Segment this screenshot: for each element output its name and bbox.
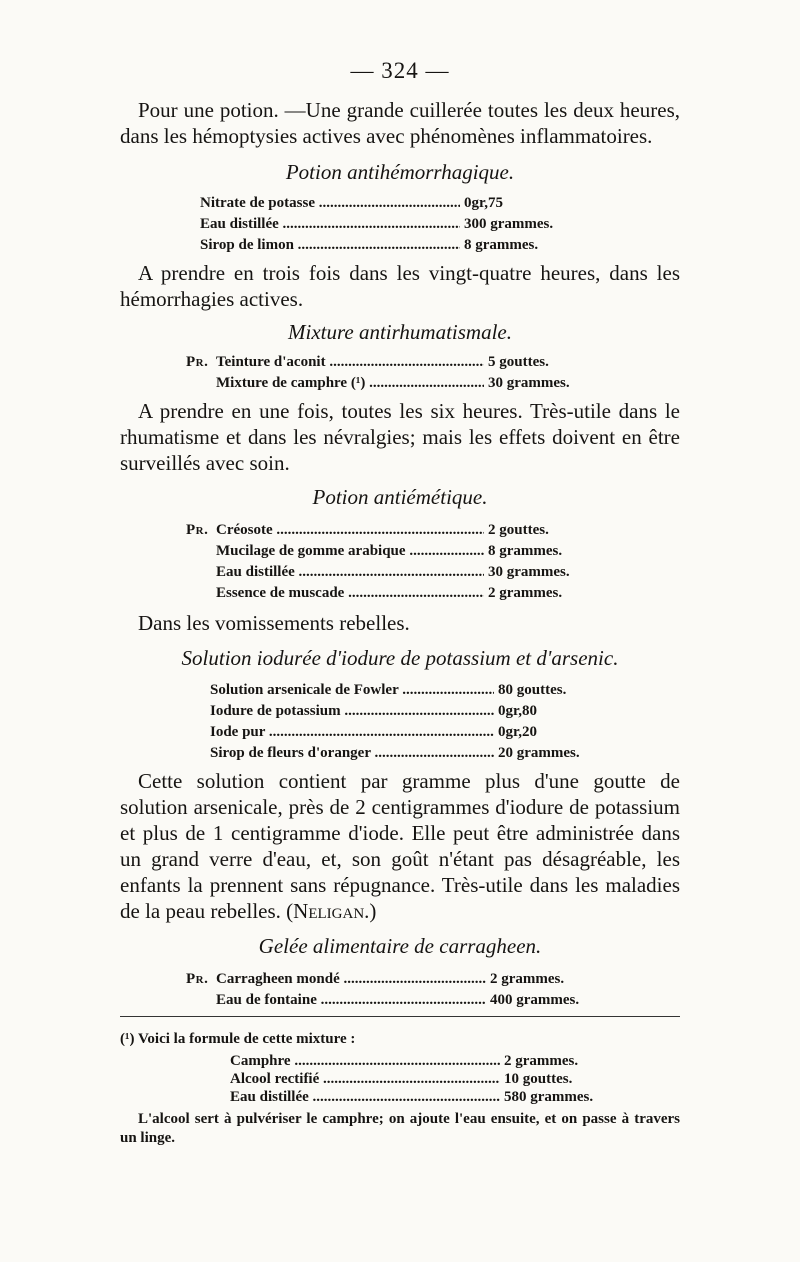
- ingredient-quantity: 2 grammes.: [490, 971, 565, 987]
- ingredient-row: [186, 990, 608, 1011]
- recipe-abbreviation: [186, 562, 216, 583]
- ingredient-quantity: 2 grammes.: [488, 585, 563, 601]
- ingredient-name: Iode pur .....: [210, 722, 494, 743]
- ingredient-name: Eau distillée .....: [230, 1088, 500, 1106]
- ingredient-quantity: 0gr,75: [464, 195, 504, 211]
- recipe-abbreviation: [186, 541, 216, 562]
- intro-paragraph: Pour une potion. —Une grande cuillerée toutes les deux heures, dans les hémoptysies actives avec phénomènes inflammatoires.: [120, 98, 680, 148]
- ingredient-row: [230, 1052, 604, 1070]
- ingredient-row: [186, 520, 606, 541]
- recipe-abbreviation: Pr.: [186, 354, 209, 370]
- ingredient-name: Eau distillée .....: [216, 562, 484, 583]
- ingredient-row: [230, 1088, 604, 1106]
- ingredient-quantity: 10 gouttes.: [504, 1071, 573, 1087]
- recipe-text: [120, 768, 680, 924]
- ingredient-quantity: 2 grammes.: [504, 1053, 579, 1069]
- author-name: Neligan.: [293, 899, 370, 923]
- ingredient-row: [230, 1070, 604, 1088]
- recipe-title: Solution iodurée d'iodure de potassium et d'arsenic.: [181, 646, 619, 670]
- ingredient-row: [210, 701, 610, 722]
- recipe-abbreviation: Pr.: [186, 522, 209, 538]
- recipe-text: A prendre en une fois, toutes les six heures. Très-utile dans le rhumatisme et dans les névralgies; mais les effets doivent en être surveillés avec soin.: [120, 399, 680, 475]
- ingredient-name: Iodure de potassium .....: [210, 701, 494, 722]
- ingredient-name: Camphre .....: [230, 1052, 500, 1070]
- ingredient-row: [186, 583, 606, 604]
- ingredient-name: Alcool rectifié .....: [230, 1070, 500, 1088]
- recipe-text: A prendre en trois fois dans les vingt-quatre heures, dans les hémorrhagies actives.: [120, 261, 680, 311]
- ingredient-name: Sirop de limon .....: [200, 235, 460, 256]
- ingredient-row: [210, 743, 610, 764]
- ingredient-quantity: 0gr,80: [498, 703, 538, 719]
- ingredient-name: Teinture d'aconit .....: [216, 352, 484, 373]
- ingredient-row: [186, 541, 606, 562]
- ingredient-row: [186, 373, 606, 394]
- recipe-abbreviation: [186, 990, 216, 1011]
- ingredient-row: [186, 352, 606, 373]
- recipe-ingredients: [186, 520, 606, 604]
- footnote-separator: [120, 1016, 680, 1017]
- footnote-intro: (¹) Voici la formule de cette mixture :: [120, 1031, 356, 1047]
- ingredient-row: [210, 722, 610, 743]
- recipe-title: Potion antiémétique.: [312, 485, 488, 509]
- ingredient-quantity: 8 grammes.: [464, 237, 539, 253]
- footnote-text: L'alcool sert à pulvériser le camphre; on ajoute l'eau ensuite, et on passe à travers un linge.: [120, 1111, 680, 1146]
- recipe-ingredients: [210, 680, 610, 764]
- recipe-title: Mixture antirhumatismale.: [288, 320, 512, 344]
- ingredient-quantity: 0gr,20: [498, 724, 538, 740]
- page-number: — 324 —: [350, 58, 450, 83]
- ingredient-name: Sirop de fleurs d'oranger .....: [210, 743, 494, 764]
- ingredient-quantity: 300 grammes.: [464, 216, 554, 232]
- recipe-ingredients: [186, 352, 606, 394]
- ingredient-name: Eau de fontaine .....: [216, 990, 486, 1011]
- ingredient-name: Carragheen mondé .....: [216, 969, 486, 990]
- recipe-text-end: ): [369, 899, 377, 923]
- ingredient-name: Eau distillée .....: [200, 214, 460, 235]
- ingredient-name: Solution arsenicale de Fowler .....: [210, 680, 494, 701]
- ingredient-quantity: 5 gouttes.: [488, 354, 549, 370]
- ingredient-quantity: 8 grammes.: [488, 543, 563, 559]
- ingredient-row: [210, 680, 610, 701]
- ingredient-quantity: 80 gouttes.: [498, 682, 567, 698]
- ingredient-name: Mucilage de gomme arabique .....: [216, 541, 484, 562]
- ingredient-row: [200, 193, 584, 214]
- recipe-abbreviation: [186, 583, 216, 604]
- ingredient-quantity: 400 grammes.: [490, 992, 580, 1008]
- ingredient-name: Créosote .....: [216, 520, 484, 541]
- ingredient-name: Nitrate de potasse .....: [200, 193, 460, 214]
- ingredient-row: [186, 562, 606, 583]
- recipe-text-body: Cette solution contient par gramme plus d'une goutte de solution arsenicale, près de 2 centigrammes d'iodure de potassium et plus de 1 centigramme d'iode. Elle peut être administrée dans un grand verre d'eau, et, son goût n'étant pas désagréable, les enfants la prennent sans répugnance. Très-utile dans les maladies de la peau rebelles. (: [120, 769, 680, 923]
- footnote-ingredients: [230, 1052, 604, 1106]
- ingredient-quantity: 2 gouttes.: [488, 522, 549, 538]
- ingredient-row: [186, 969, 608, 990]
- recipe-text: Dans les vomissements rebelles.: [138, 611, 410, 635]
- recipe-abbreviation: Pr.: [186, 971, 209, 987]
- recipe-title: Gelée alimentaire de carragheen.: [258, 934, 542, 958]
- ingredient-row: [200, 214, 584, 235]
- ingredient-quantity: 580 grammes.: [504, 1089, 594, 1105]
- recipe-abbreviation: [186, 373, 216, 394]
- ingredient-name: Essence de muscade .....: [216, 583, 484, 604]
- recipe-ingredients: [186, 969, 608, 1011]
- recipe-title: Potion antihémorrhagique.: [285, 160, 515, 184]
- recipe-ingredients: [200, 193, 584, 256]
- ingredient-row: [200, 235, 584, 256]
- ingredient-quantity: 30 grammes.: [488, 375, 570, 391]
- ingredient-quantity: 30 grammes.: [488, 564, 570, 580]
- ingredient-quantity: 20 grammes.: [498, 745, 580, 761]
- ingredient-name: Mixture de camphre (¹) .....: [216, 373, 484, 394]
